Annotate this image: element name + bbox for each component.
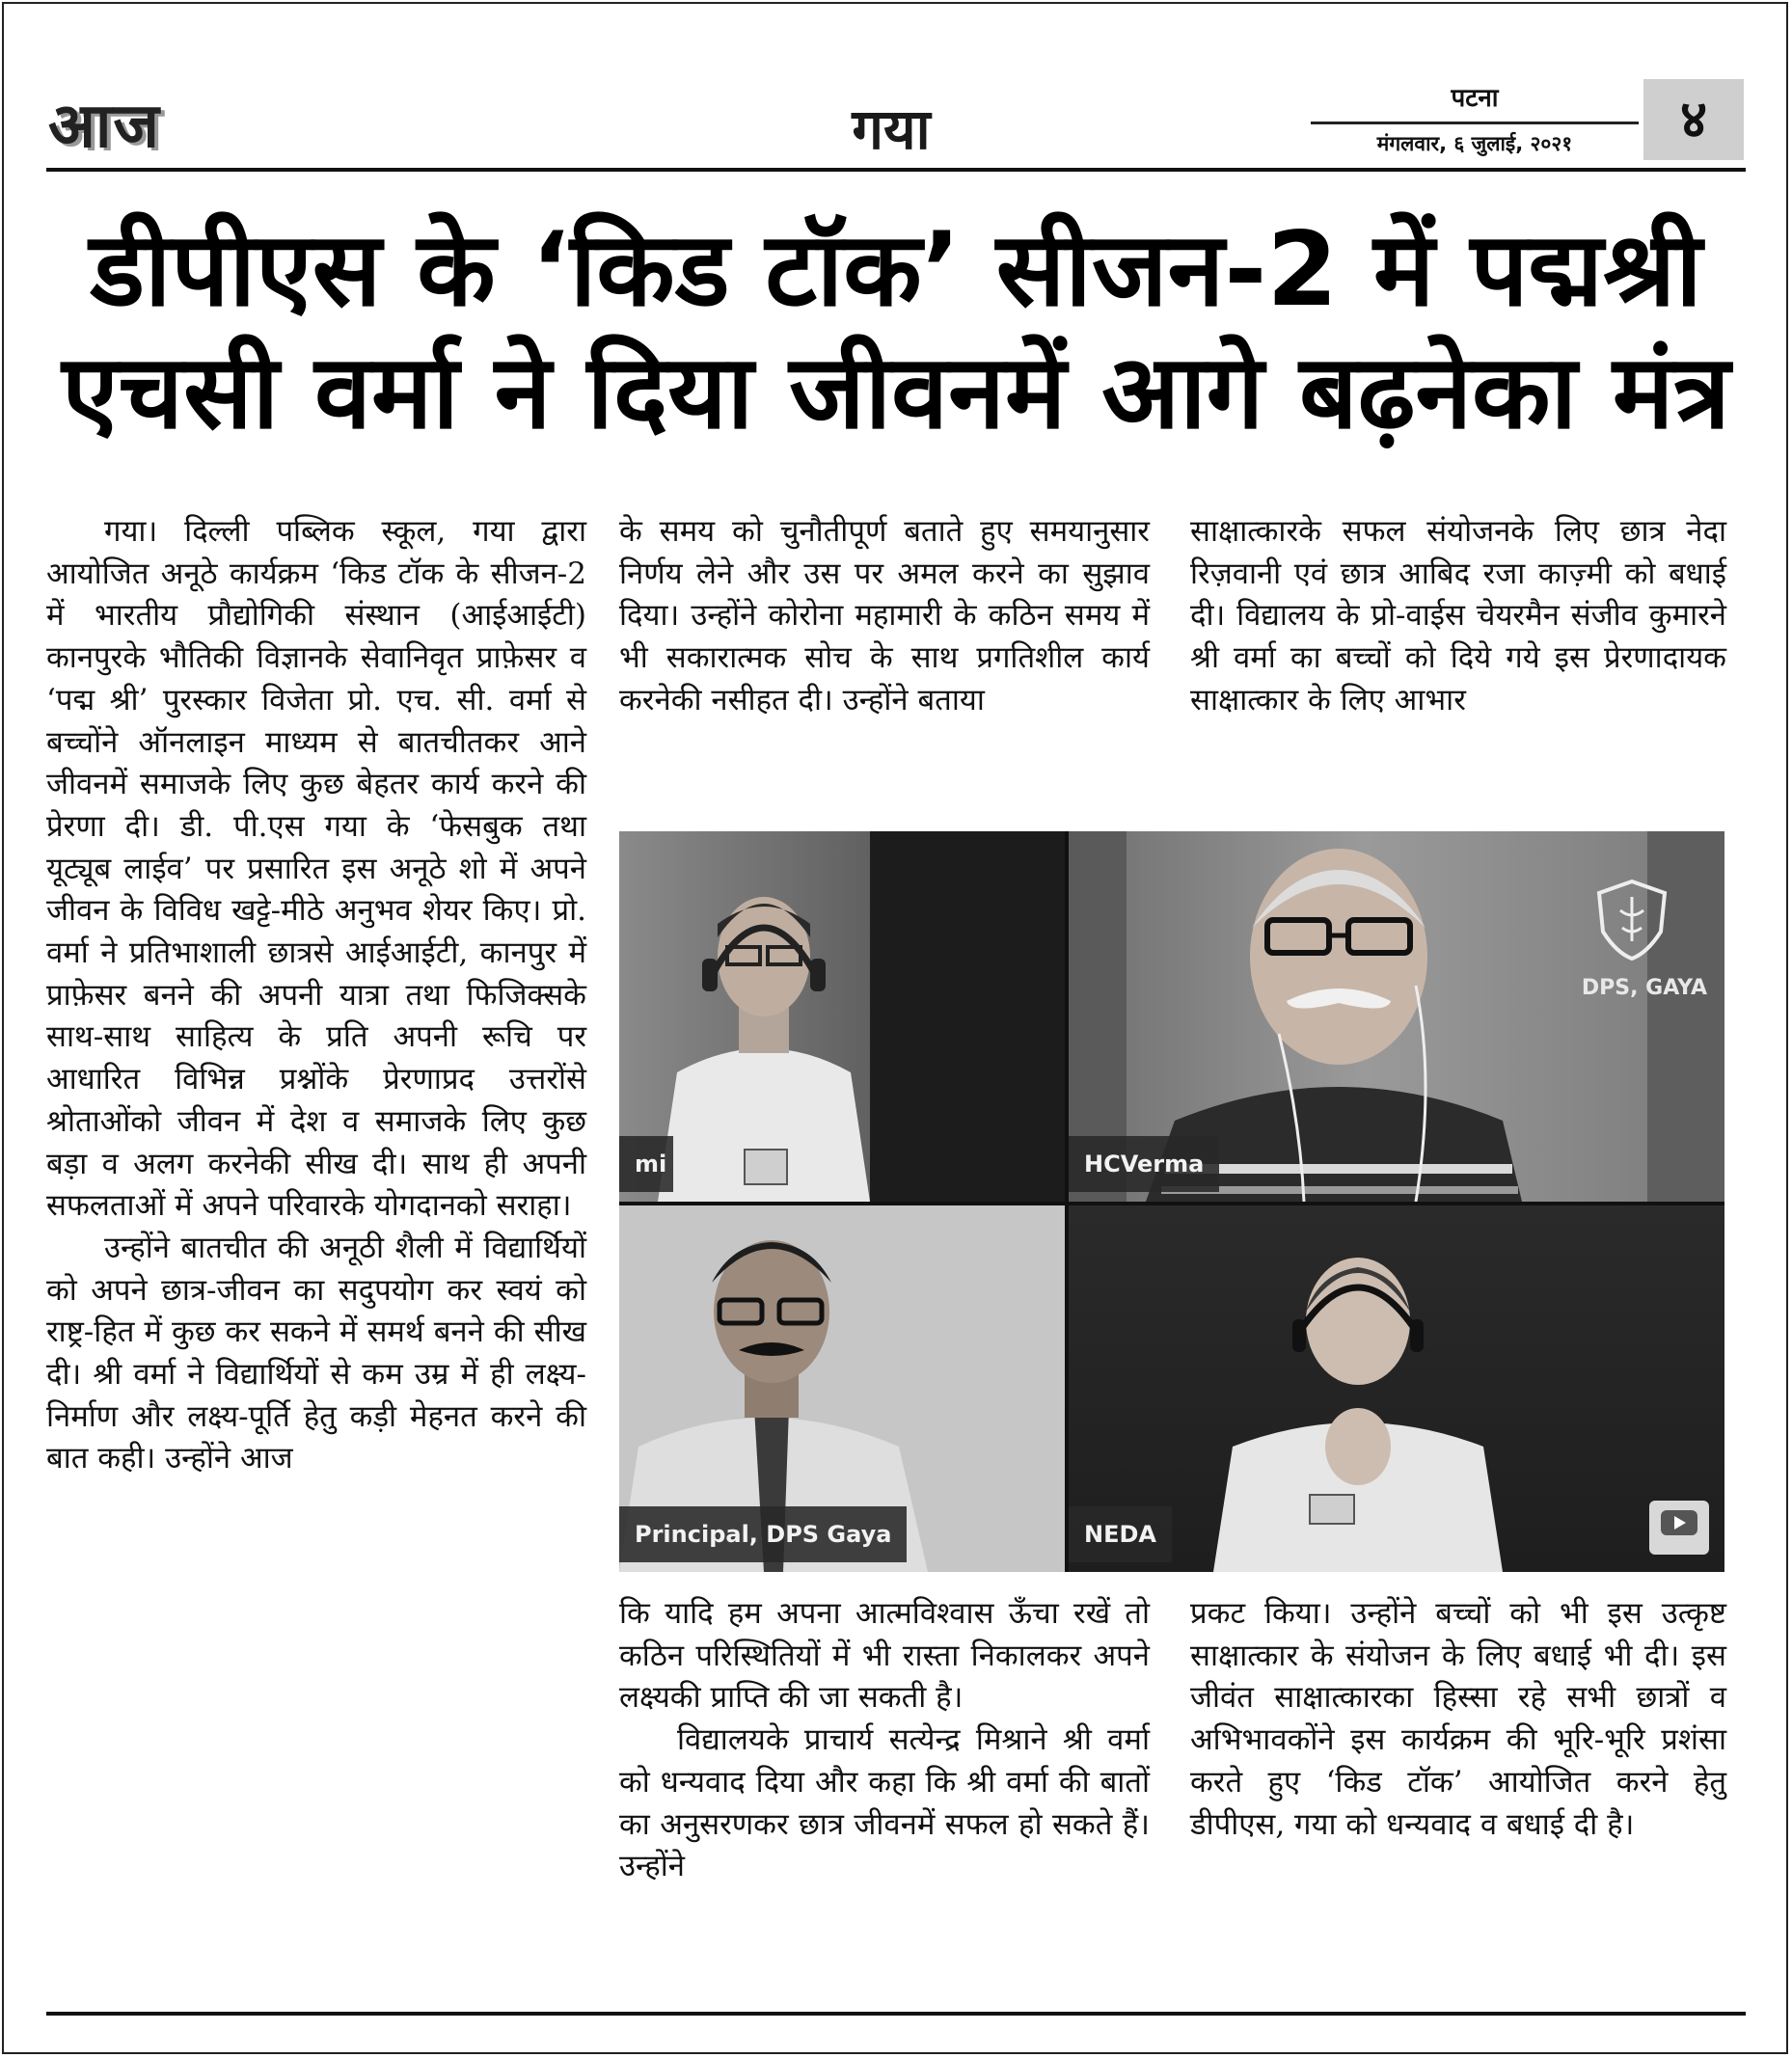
dateline [1311, 79, 1639, 157]
photo-tile-principal [619, 1205, 1065, 1572]
participant-name-tag: HCVerma [1069, 1136, 1219, 1192]
photo-tile-hcverma [1069, 831, 1724, 1202]
edition-city: पटना [1451, 84, 1499, 113]
headline-line-1: डीपीएस के ‘किड टॉक’ सीजन-2 में पद्मश्री [90, 210, 1702, 329]
paragraph: के समय को चुनौतीपूर्ण बताते हुए समयानुसार निर्णय लेने और उस पर अमल करने का सुझाव दिया। उन्होंने कोरोना महामारी के कठिन समय में भी सकारात्मक सोच के साथ प्रगतिशील कार्य करनेकी नसीहत दी। उन्होंने बताया [619, 514, 1150, 718]
paragraph: प्रकट किया। उन्होंने बच्चों को भी इस उत्कृष्ट साक्षात्कार के संयोजन के लिए बधाई भी दी। इस जीवंत साक्षात्कारका हिस्सा रहे सभी छात्रों व अभिभावकोंने इस कार्यक्रम की भूरि-भूरि प्रशंसा करते हुए ‘किड टॉक’ आयोजित करने हेतु डीपीएस, गया को धन्यवाद व बधाई दी है। [1190, 1596, 1726, 1842]
youtube-play-icon [1647, 1499, 1711, 1557]
student-figure [619, 831, 1065, 1202]
participant-name-tag: mi [619, 1136, 673, 1192]
newspaper-page [2, 2, 1788, 2054]
paragraph: गया। दिल्ली पब्लिक स्कूल, गया द्वारा आयोजित अनूठे कार्यक्रम ‘किड टॉक के सीजन-2 में भारतीय प्रौद्योगिकी संस्थान (आईआईटी) कानपुरके भौतिकी विज्ञानके सेवानिवृत प्राफ़ेसर व ‘पद्म श्री’ पुरस्कार विजेता प्रो. एच. सी. वर्मा से बच्चोंने ऑनलाइन माध्यम से बातचीतकर आने जीवनमें समाजके लिए कुछ बेहतर कार्य करने की प्रेरणा दी। डी. पी.एस गया के ‘फेसबुक तथा यूट्यूब लाईव’ पर प्रसारित इस अनूठे शो में अपने जीवन के विविध खट्टे-मीठे अनुभव शेयर किए। प्रो. वर्मा ने प्रतिभाशाली छात्रसे आईआईटी, कानपुर में प्राफे़सर बनने की अपनी यात्रा तथा फिजिक्सके साथ-साथ साहित्य के प्रति अपनी रूचि पर आधारित विभिन्न प्रश्नोंके प्रेरणाप्रद उत्तरोंसे श्रोताओंको जीवन में देश व समाजके लिए कुछ बड़ा व अलग करनेकी सीख दी। साथ ही अपनी सफलताओं में अपने परिवारके योगदानको सराहा। [46, 514, 586, 1224]
paragraph: उन्होंने बातचीत की अनूठी शैली में विद्यार्थियों को अपने छात्र-जीवन का सदुपयोग कर स्वयं को राष्ट्र-हित में कुछ कर सकने में समर्थ बनने की सीख दी। श्री वर्मा ने विद्यार्थियों से कम उम्र में ही लक्ष्य-निर्माण और लक्ष्य-पूर्ति हेतु कड़ी मेहनत करने की बात कही। उन्होंने आज [46, 1230, 586, 1476]
photo-tile-neda [1069, 1205, 1724, 1572]
participant-name-tag: NEDA [1069, 1506, 1172, 1562]
dateline-divider [1311, 122, 1639, 124]
newspaper-logo: आज [48, 91, 161, 162]
headline-line-2: एचसी वर्मा ने दिया जीवनमें आगे बढ़नेका मंत्र [62, 333, 1730, 452]
video-call-photo [619, 831, 1724, 1572]
article-headline [46, 208, 1746, 453]
section-title: गया [852, 96, 931, 162]
edition-date: मंगलवार, ६ जुलाई, २०२१ [1376, 132, 1573, 155]
photo-tile-student [619, 831, 1065, 1202]
paragraph: विद्यालयके प्राचार्य सत्येन्द्र मिश्राने श्री वर्मा को धन्यवाद दिया और कहा कि श्री वर्मा की बातों का अनुसरणकर छात्र जीवनमें सफल हो सकते हैं। उन्होंने [619, 1722, 1150, 1884]
page-bottom-divider [46, 2012, 1746, 2016]
paragraph: कि यादि हम अपना आत्मविश्वास ऊँचा रखें तो कठिन परिस्थितियों में भी रास्ता निकालकर अपने लक्ष्यकी प्राप्ति की जा सकती है। [619, 1596, 1150, 1716]
masthead-divider [46, 168, 1746, 172]
school-watermark: DPS, GAYA [1581, 976, 1707, 1000]
article-column-2-bottom [619, 1593, 1150, 1888]
article-column-2-top [619, 511, 1150, 722]
school-crest-icon [1593, 878, 1670, 962]
participant-name-tag: Principal, DPS Gaya [619, 1506, 907, 1562]
article-column-1 [46, 511, 586, 1480]
article-column-3-top [1190, 511, 1726, 722]
paragraph: साक्षात्कारके सफल संयोजनके लिए छात्र नेदा रिज़वानी एवं छात्र आबिद रजा काज़्मी को बधाई दी। विद्यालय के प्रो-वाईस चेयरमैन संजीव कुमारने श्री वर्मा का बच्चों को दिये गये इस प्रेरणादायक साक्षात्कार के लिए आभार [1190, 514, 1726, 718]
page-number: ४ [1643, 79, 1744, 160]
article-column-3-bottom [1190, 1593, 1726, 1846]
